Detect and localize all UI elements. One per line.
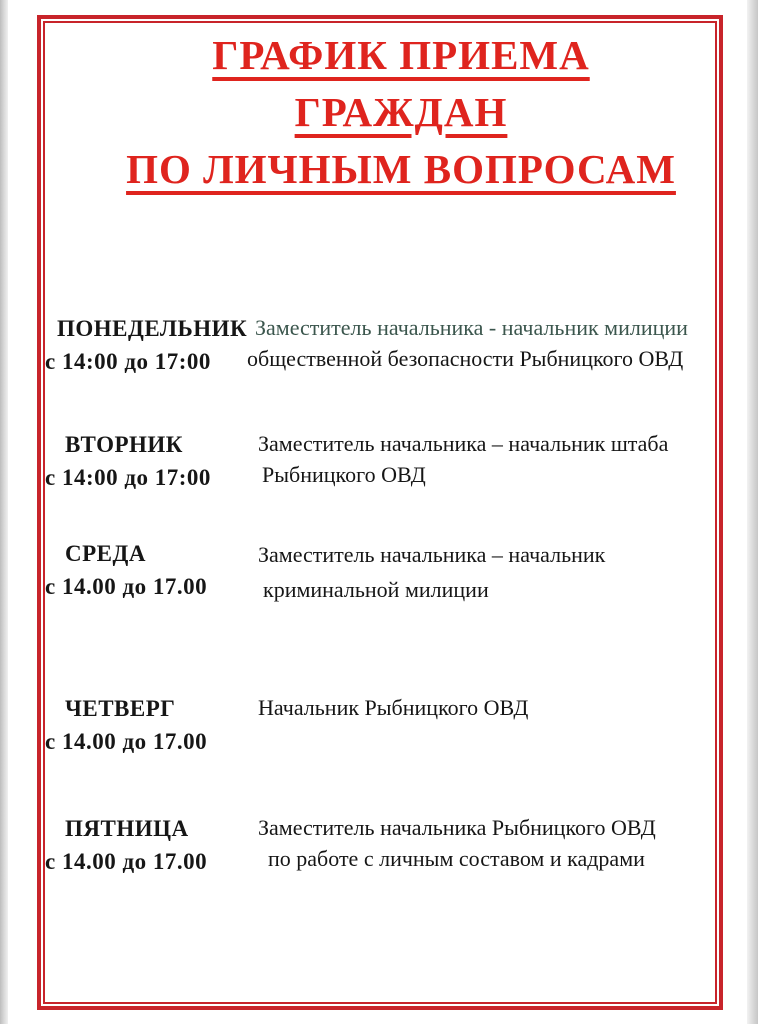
title-line-1: ГРАФИК ПРИЕМА [212,32,590,78]
official-line: Заместитель начальника – начальник штаба [258,431,669,456]
official-line: криминальной милиции [263,577,489,602]
day-time-column [45,428,250,494]
day-time-column [45,812,250,878]
official-column [247,312,717,374]
day-label: ЧЕТВЕРГ [65,696,176,721]
page-scan-edge-right [747,0,758,1024]
title-line-2: ГРАЖДАН [294,89,508,135]
time-label: с 14.00 до 17.00 [45,849,208,874]
official-line: Заместитель начальника – начальник [258,542,606,567]
time-label: с 14:00 до 17:00 [45,465,211,490]
schedule-row-wednesday [45,537,717,607]
official-line: общественной безопасности Рыбницкого ОВД [247,346,684,371]
official-column [250,428,717,490]
official-column [250,692,717,723]
official-line: Заместитель начальника Рыбницкого ОВД [258,815,656,840]
official-line: Заместитель начальника - начальник милиции [255,315,688,340]
official-column [250,812,717,874]
official-line: по работе с личным составом и кадрами [268,846,645,871]
day-label: СРЕДА [65,541,146,566]
time-label: с 14.00 до 17.00 [45,574,208,599]
page-scan-edge-left [0,0,8,1024]
schedule-row-friday [45,812,717,878]
day-time-column [45,692,250,758]
day-label: ПЯТНИЦА [65,816,189,841]
page-title [37,27,723,198]
schedule-row-tuesday [45,428,717,494]
schedule-row-thursday [45,692,717,758]
schedule-row-monday [45,312,717,378]
official-line: Рыбницкого ОВД [262,462,426,487]
time-label: с 14:00 до 17:00 [45,349,211,374]
title-line-3: ПО ЛИЧНЫМ ВОПРОСАМ [126,146,676,192]
day-label: ВТОРНИК [65,432,183,457]
official-column [250,537,717,607]
day-time-column [45,312,250,378]
time-label: с 14.00 до 17.00 [45,729,208,754]
day-label: ПОНЕДЕЛЬНИК [57,316,248,341]
day-time-column [45,537,250,603]
official-line: Начальник Рыбницкого ОВД [258,695,529,720]
